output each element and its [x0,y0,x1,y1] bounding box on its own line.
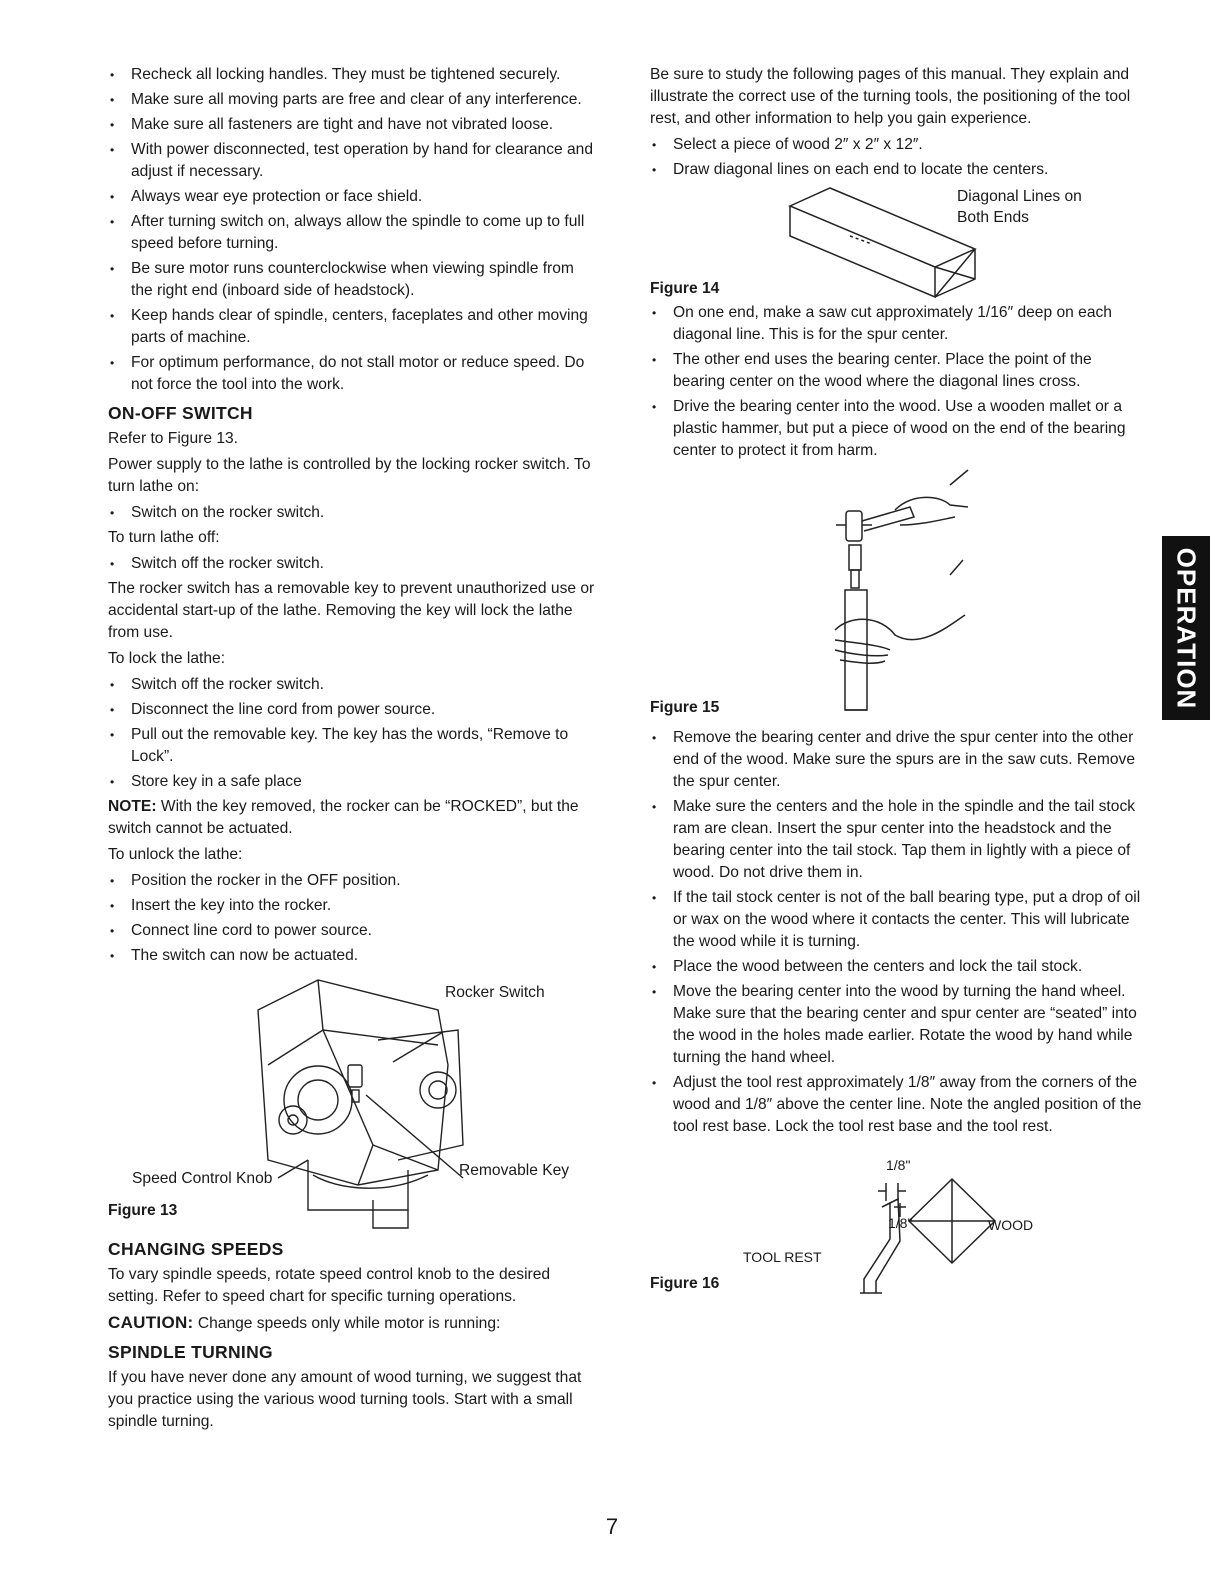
right-column [650,64,1145,1301]
list-item: • Recheck all locking handles. They must be tightened securely. [108,64,598,86]
onoff-power-text: Power supply to the lathe is controlled by the locking rocker switch. To turn lathe on: [108,456,591,495]
list-item: • Pull out the removable key. The key has the words, “Remove to Lock”. [108,724,598,768]
figure-15 [650,465,1145,727]
list-item: • Drive the bearing center into the wood. Use a wooden mallet or a plastic hammer, but put a piece of wood on the end of the bearing center to protect it from harm. [650,396,1145,462]
rocker-switch-label: Rocker Switch [445,984,545,1001]
intro-text: Be sure to study the following pages of this manual. They explain and illustrate the correct use of the turning tools, the positioning of the tool rest, and other information to help you gain experience. [650,66,1131,127]
dim-top-label: 1/8" [886,1157,911,1173]
list-item: • Remove the bearing center and drive the spur center into the other end of the wood. Make sure the spurs are in the saw cuts. Remove the spur center. [650,727,1145,793]
list-item: • Switch off the rocker switch. [108,674,598,696]
spindle-heading: SPINDLE TURNING [108,1342,273,1362]
list-item: • Make sure all moving parts are free and clear of any interference. [108,89,598,111]
list-item: • Select a piece of wood 2″ x 2″ x 12″. [650,134,1145,156]
prep-list [650,134,1145,181]
safety-checklist [108,64,598,396]
diagonal-lines-label: Diagonal Lines on [957,188,1082,205]
dim-side-label: 1/8" [888,1215,913,1231]
speed-knob-label: Speed Control Knob [132,1170,273,1187]
note-label: NOTE: [108,798,157,815]
figure-16 [650,1141,1145,1301]
mallet-illustration [650,465,1145,727]
wood-label: WOOD [988,1217,1034,1233]
list-item: • After turning switch on, always allow the spindle to come up to full speed before turning. [108,211,598,255]
list-item: • Insert the key into the rocker. [108,895,598,917]
list-item: • Switch off the rocker switch. [108,553,598,575]
lock-list [108,674,598,793]
speeds-text: To vary spindle speeds, rotate speed control knob to the desired setting. Refer to speed chart for specific turning operations. [108,1266,551,1305]
list-item: • Store key in a safe place [108,771,598,793]
list-item: • Make sure the centers and the hole in the spindle and the tail stock ram are clean. Insert the spur center into the headstock and the bearing center into the tail stock. Tap them in lightly with a piece of wood. Do not drive them in. [650,796,1145,884]
off-list [108,553,598,575]
onoff-heading: ON-OFF SWITCH [108,403,253,423]
page-number: 7 [605,1514,619,1539]
figure-16-caption: Figure 16 [650,1275,720,1292]
headstock-illustration [108,970,598,1238]
setup-list [650,727,1145,1138]
removable-key-label: Removable Key [459,1162,570,1179]
list-item: • Adjust the tool rest approximately 1/8″ away from the corners of the wood and 1/8″ above the center line. Note the angled position of the tool rest base. Lock the tool rest base and the tool rest. [650,1072,1145,1138]
speeds-heading: CHANGING SPEEDS [108,1239,284,1259]
figure-13-caption: Figure 13 [108,1202,178,1219]
figure-14 [650,184,1145,302]
both-ends-label: Both Ends [957,209,1029,226]
spindle-text: If you have never done any amount of wood turning, we suggest that you practice using the various wood turning tools. Start with a small spindle turning. [108,1369,582,1430]
list-item: • Keep hands clear of spindle, centers, faceplates and other moving parts of machine. [108,305,598,349]
note-text: With the key removed, the rocker can be “ROCKED”, but the switch cannot be actuated. [108,798,579,837]
caution-text: Change speeds only while motor is running: [193,1315,501,1332]
list-item: • With power disconnected, test operation by hand for clearance and adjust if necessary. [108,139,598,183]
list-item: • The switch can now be actuated. [108,945,598,967]
note-paragraph [108,796,598,840]
unlock-list [108,870,598,967]
list-item: • Draw diagonal lines on each end to locate the centers. [650,159,1145,181]
key-text: The rocker switch has a removable key to prevent unauthorized use or accidental start-up of the lathe. Removing the key will lock the lathe from use. [108,580,595,641]
tool-rest-label: TOOL REST [743,1249,822,1265]
operation-side-tab [1162,536,1210,720]
caution-paragraph [108,1312,598,1335]
lock-intro: To lock the lathe: [108,650,226,667]
onoff-refer: Refer to Figure 13. [108,430,239,447]
list-item: • For optimum performance, do not stall motor or reduce speed. Do not force the tool into the work. [108,352,598,396]
list-item: • Make sure all fasteners are tight and have not vibrated loose. [108,114,598,136]
list-item: • The other end uses the bearing center. Place the point of the bearing center on the wood where the diagonal lines cross. [650,349,1145,393]
side-tab-label: OPERATION [1171,547,1202,709]
list-item: • Place the wood between the centers and lock the tail stock. [650,956,1145,978]
figure-15-caption: Figure 15 [650,699,720,716]
unlock-intro: To unlock the lathe: [108,846,243,863]
left-column [108,64,598,1437]
list-item: • Always wear eye protection or face shield. [108,186,598,208]
list-item: • Move the bearing center into the wood by turning the hand wheel. Make sure that the bearing center and spur center are “seated” into the wood in the holes made earlier. Rotate the wood by hand while turning the hand wheel. [650,981,1145,1069]
figure-14-caption: Figure 14 [650,280,720,297]
list-item: • If the tail stock center is not of the ball bearing type, put a drop of oil or wax on the wood where it contacts the center. This will lubricate the wood while it is turning. [650,887,1145,953]
list-item: • Be sure motor runs counterclockwise when viewing spindle from the right end (inboard side of headstock). [108,258,598,302]
list-item: • Connect line cord to power source. [108,920,598,942]
figure-13 [108,970,598,1238]
on-list [108,502,598,524]
list-item: • Position the rocker in the OFF position. [108,870,598,892]
list-item: • Disconnect the line cord from power source. [108,699,598,721]
list-item: • Switch on the rocker switch. [108,502,598,524]
caution-label: CAUTION: [108,1313,194,1332]
list-item: • On one end, make a saw cut approximately 1/16″ deep on each diagonal line. This is for the spur center. [650,302,1145,346]
off-intro: To turn lathe off: [108,529,220,546]
center-list [650,302,1145,462]
